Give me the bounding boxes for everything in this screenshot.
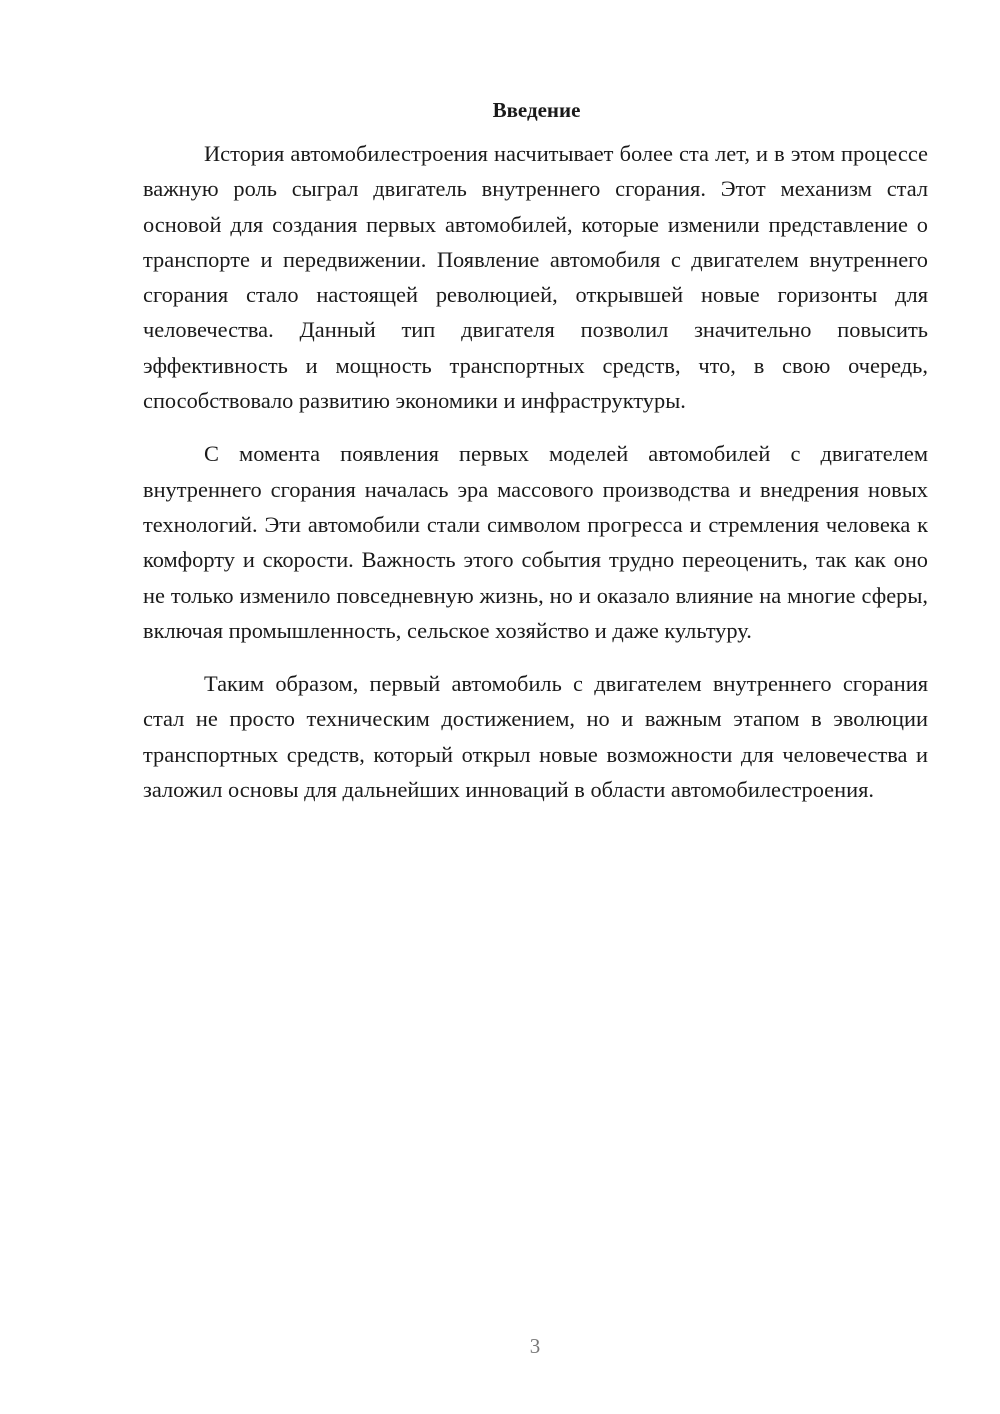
section-title: Введение (492, 98, 581, 122)
paragraph-1: История автомобилестроения насчитывает более ста лет, и в этом процессе важную роль сыграл двигатель внутреннего сгорания. Этот механизм стал основой для создания первых автомобилей, которые изменили представление о транспорте и передвижении. Появление автомобиля с двигателем внутреннего сгорания стало настоящей революцией, открывшей новые горизонты для человечества. Данный тип двигателя позволил значительно повысить эффективность и мощность транспортных средств, что, в свою очередь, способствовало развитию экономики и инфраструктуры. (143, 141, 928, 414)
page-number: 3 (529, 1334, 541, 1358)
paragraph-3: Таким образом, первый автомобиль с двигателем внутреннего сгорания стал не просто техническим достижением, но и важным этапом в эволюции транспортных средств, который открыл новые возможности для человечества и заложил основы для дальнейших инноваций в области автомобилестроения. (143, 671, 928, 803)
page-content (143, 96, 928, 825)
paragraph-2: С момента появления первых моделей автомобилей с двигателем внутреннего сгорания началась эра массового производства и внедрения новых технологий. Эти автомобили стали символом прогресса и стремления человека к комфорту и скорости. Важность этого события трудно переоценить, так как оно не только изменило повседневную жизнь, но и оказало влияние на многие сферы, включая промышленность, сельское хозяйство и даже культуру. (143, 441, 928, 643)
